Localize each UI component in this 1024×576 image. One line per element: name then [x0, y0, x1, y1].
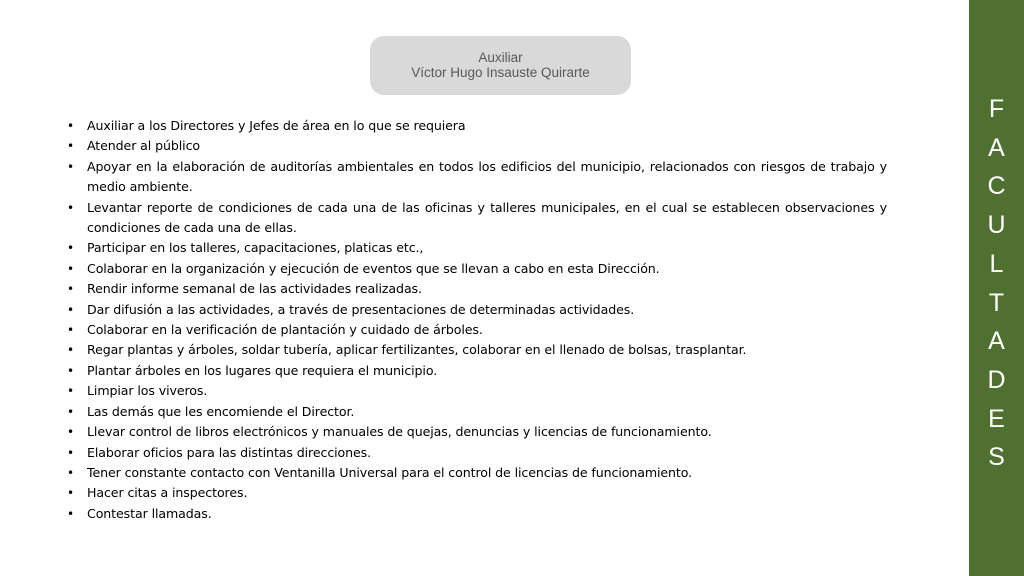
duty-item — [64, 136, 887, 156]
bullet-icon: • — [67, 363, 74, 378]
bullet-icon: • — [67, 159, 74, 174]
side-letter: S — [988, 443, 1005, 472]
duty-item — [64, 198, 887, 239]
side-letter: T — [988, 288, 1005, 317]
duty-text: Auxiliar a los Directores y Jefes de área en lo que se requiera — [87, 118, 466, 133]
duty-text: Las demás que les encomiende el Director. — [87, 403, 355, 419]
side-letter: L — [989, 249, 1004, 278]
duty-item — [64, 238, 887, 258]
duty-item — [64, 463, 887, 483]
side-letter: D — [987, 365, 1006, 394]
side-letter: A — [988, 133, 1005, 162]
duty-text: Elaborar oficios para las distintas direcciones. — [87, 444, 372, 460]
duty-item — [64, 300, 887, 320]
duty-text: Plantar árboles en los lugares que requiera el municipio. — [87, 362, 438, 378]
duty-text: Levantar reporte de condiciones de cada una de las oficinas y talleres municipales, en el cual se establecen observaciones y condiciones de cada una de ellas. — [87, 199, 887, 236]
duty-text: Rendir informe semanal de las actividades realizadas. — [87, 281, 422, 297]
side-letter: C — [987, 172, 1006, 201]
bullet-icon: • — [67, 384, 74, 399]
side-letter: U — [987, 211, 1006, 240]
side-letter: A — [988, 327, 1005, 356]
side-label-facultades — [969, 90, 1024, 477]
duty-item — [64, 402, 887, 422]
duty-text: Llevar control de libros electrónicos y manuales de quejas, denuncias y licencias de funcionamiento. — [87, 424, 712, 440]
duty-text: Contestar llamadas. — [87, 505, 212, 521]
position-header — [370, 36, 631, 95]
duty-text: Tener constante contacto con Ventanilla Universal para el control de licencias de funcionamiento. — [87, 464, 693, 480]
bullet-icon: • — [67, 261, 74, 276]
bullet-icon: • — [67, 343, 74, 358]
duty-text: Apoyar en la elaboración de auditorías ambientales en todos los edificios del municipio, relacionados con riesgos de trabajo y medio ambiente. — [87, 158, 887, 195]
duty-text: Limpiar los viveros. — [87, 383, 208, 399]
duty-text: Colaborar en la organización y ejecución de eventos que se llevan a cabo en esta Dirección. — [87, 260, 660, 276]
duty-text: Colaborar en la verificación de plantación y cuidado de árboles. — [87, 322, 483, 338]
duty-item — [64, 483, 887, 503]
duty-item — [64, 116, 887, 136]
duty-item — [64, 504, 887, 524]
duty-item — [64, 361, 887, 381]
duty-text: Dar difusión a las actividades, a través de presentaciones de determinadas actividades. — [87, 301, 635, 317]
duty-item — [64, 157, 887, 198]
duty-item — [64, 381, 887, 401]
bullet-icon: • — [67, 119, 74, 133]
duty-text: Atender al público — [87, 138, 201, 154]
bullet-icon: • — [67, 425, 74, 440]
position-holder-name: Víctor Hugo Insauste Quirarte — [411, 65, 590, 80]
bullet-icon: • — [67, 302, 74, 317]
side-letter: F — [988, 95, 1005, 123]
bullet-icon: • — [67, 404, 74, 419]
duty-item — [64, 279, 887, 299]
duties-list — [64, 116, 887, 524]
bullet-icon: • — [67, 465, 74, 480]
bullet-icon: • — [67, 323, 74, 338]
duty-item — [64, 320, 887, 340]
duty-item — [64, 422, 887, 442]
bullet-icon: • — [67, 282, 74, 297]
side-letter: E — [988, 404, 1005, 433]
side-band — [969, 0, 1024, 576]
bullet-icon: • — [67, 200, 74, 215]
duty-text: Regar plantas y árboles, soldar tubería, aplicar fertilizantes, colaborar en el llenado de bolsas, trasplantar. — [87, 342, 747, 358]
duty-text: Hacer citas a inspectores. — [87, 485, 248, 501]
duty-text: Participar en los talleres, capacitaciones, platicas etc., — [87, 240, 424, 256]
duty-item — [64, 259, 887, 279]
bullet-icon: • — [67, 139, 74, 154]
duty-item — [64, 340, 887, 360]
position-role: Auxiliar — [478, 50, 523, 65]
bullet-icon: • — [67, 506, 74, 521]
duty-item — [64, 443, 887, 463]
bullet-icon: • — [67, 241, 74, 256]
bullet-icon: • — [67, 486, 74, 501]
bullet-icon: • — [67, 445, 74, 460]
